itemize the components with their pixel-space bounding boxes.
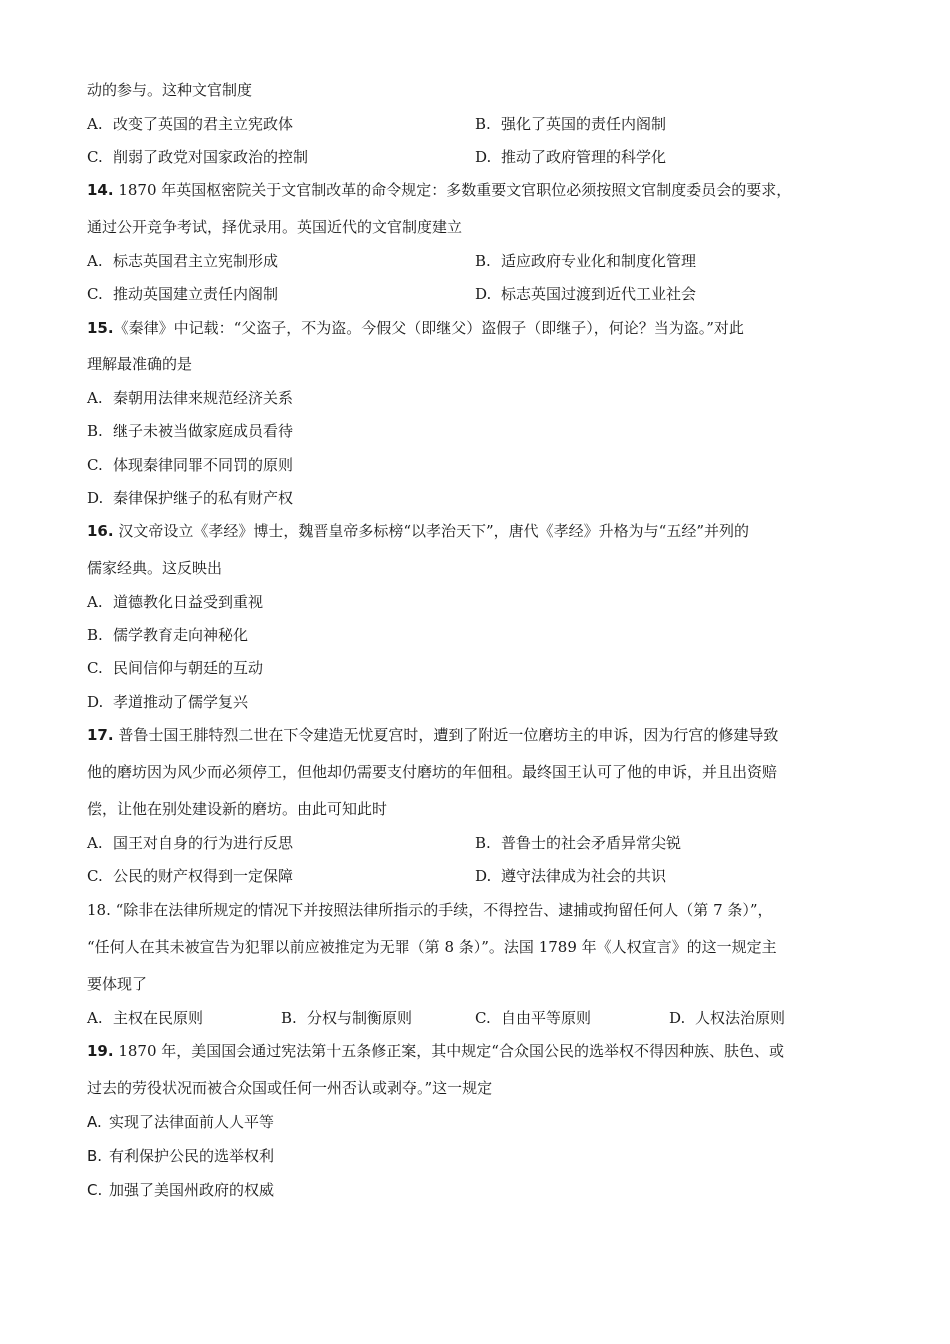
- q16-option-d: D. 孝道推动了儒学复兴: [87, 693, 249, 711]
- q14-option-d: D. 标志英国过渡到近代工业社会: [475, 285, 697, 303]
- q15-number: 15.: [87, 319, 114, 337]
- q19-option-c: C. 加强了美国州政府的权威: [87, 1181, 275, 1199]
- q14-stem-line2: 通过公开竞争考试，择优录用。英国近代的文官制度建立: [87, 218, 463, 236]
- q18-option-a: A. 主权在民原则: [87, 1009, 204, 1027]
- q17-option-c: C. 公民的财产权得到一定保障: [87, 867, 294, 885]
- q16-number: 16.: [87, 522, 114, 540]
- q18-stem-line2: “任何人在其未被宣告为犯罪以前应被推定为无罪（第 8 条）”。法国 1789 年《人权宣言》的这一规定主: [87, 938, 777, 956]
- q13-option-b: B. 强化了英国的责任内阁制: [475, 115, 667, 133]
- q14-option-c: C. 推动英国建立责任内阁制: [87, 285, 279, 303]
- q17-option-d: D. 遵守法律成为社会的共识: [475, 867, 667, 885]
- q17-option-a: A. 国王对自身的行为进行反思: [87, 834, 294, 852]
- q17-stem-line2: 他的磨坊因为风少而必须停工，但他却仍需要支付磨坊的年佃租。最终国王认可了他的申诉，并且出资赔: [87, 763, 778, 781]
- q15-stem-line1: 15.《秦律》中记载：“父盗子，不为盗。今假父（即继父）盗假子（即继子），何论？当为盗。”对此: [87, 319, 744, 337]
- q15-stem-line2: 理解最准确的是: [87, 355, 193, 373]
- q19-stem-line1: 19. 1870 年，美国国会通过宪法第十五条修正案，其中规定“合众国公民的选举权不得因种族、肤色、或: [87, 1042, 784, 1060]
- q17-stem-line3: 偿，让他在别处建设新的磨坊。由此可知此时: [87, 800, 388, 818]
- q16-option-c: C. 民间信仰与朝廷的互动: [87, 659, 264, 677]
- q16-option-b: B. 儒学教育走向神秘化: [87, 626, 249, 644]
- q18-option-c: C. 自由平等原则: [475, 1009, 592, 1027]
- q13-option-a: A. 改变了英国的君主立宪政体: [87, 115, 294, 133]
- q13-stem-tail: 动的参与。这种文官制度: [87, 81, 253, 99]
- q14-option-b: B. 适应政府专业化和制度化管理: [475, 252, 697, 270]
- q17-stem-line1: 17. 普鲁士国王腓特烈二世在下令建造无忧夏宫时，遭到了附近一位磨坊主的申诉，因为行宫的修建导致: [87, 726, 779, 744]
- q14-stem-line1: 14. 1870 年英国枢密院关于文官制改革的命令规定：多数重要文官职位必须按照文官制度委员会的要求，: [87, 181, 792, 199]
- q15-option-d: D. 秦律保护继子的私有财产权: [87, 489, 294, 507]
- q18-stem-line3: 要体现了: [87, 975, 148, 993]
- q18-option-b: B. 分权与制衡原则: [281, 1009, 413, 1027]
- q19-option-a: A. 实现了法律面前人人平等: [87, 1113, 275, 1131]
- q16-option-a: A. 道德教化日益受到重视: [87, 593, 264, 611]
- q15-option-c: C. 体现秦律同罪不同罚的原则: [87, 456, 294, 474]
- q18-number: 18.: [87, 901, 111, 919]
- q13-option-d: D. 推动了政府管理的科学化: [475, 148, 667, 166]
- q18-stem-line1: 18. “除非在法律所规定的情况下并按照法律所指示的手续，不得控告、逮捕或拘留任何人（第 7 条）”，: [87, 901, 773, 919]
- q16-stem-line2: 儒家经典。这反映出: [87, 559, 223, 577]
- q15-option-a: A. 秦朝用法律来规范经济关系: [87, 389, 294, 407]
- q14-option-a: A. 标志英国君主立宪制形成: [87, 252, 279, 270]
- q14-number: 14.: [87, 181, 114, 199]
- q19-option-b: B. 有利保护公民的选举权利: [87, 1147, 275, 1165]
- q19-stem-line2: 过去的劳役状况而被合众国或任何一州否认或剥夺。”这一规定: [87, 1079, 493, 1097]
- q15-option-b: B. 继子未被当做家庭成员看待: [87, 422, 294, 440]
- q16-stem-line1: 16. 汉文帝设立《孝经》博士，魏晋皇帝多标榜“以孝治天下”，唐代《孝经》升格为与“五经”并列的: [87, 522, 750, 540]
- q17-number: 17.: [87, 726, 114, 744]
- q17-option-b: B. 普鲁士的社会矛盾异常尖锐: [475, 834, 682, 852]
- q13-option-c: C. 削弱了政党对国家政治的控制: [87, 148, 309, 166]
- q19-number: 19.: [87, 1042, 114, 1060]
- q18-option-d: D. 人权法治原则: [669, 1009, 786, 1027]
